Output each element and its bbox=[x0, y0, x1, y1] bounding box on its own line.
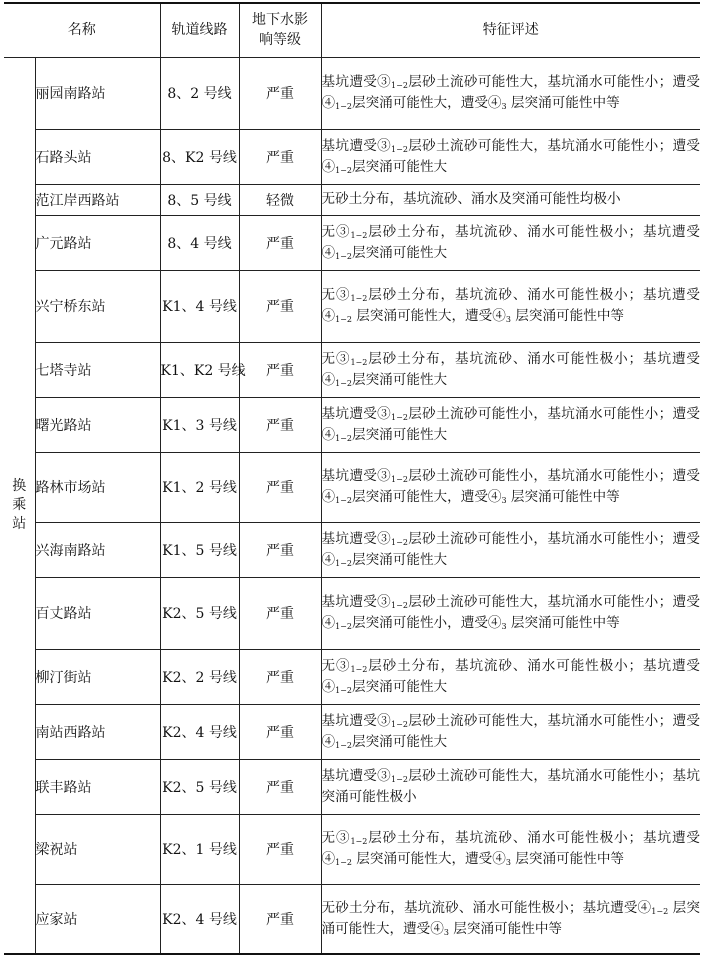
header-row bbox=[4, 3, 700, 57]
category-label: 换乘站 bbox=[12, 477, 27, 532]
description-cell: 基坑遭受$③_{1-2}$层砂土流砂可能性大，基坑涌水可能性小；遭受$④_{1-2}$层突涌可能性小，遭受$④_3$ 层突涌可能性中等 bbox=[321, 577, 700, 649]
station-name-cell: 广元路站 bbox=[35, 215, 160, 270]
station-name-cell: 柳汀街站 bbox=[35, 649, 160, 704]
header-desc: 特征评述 bbox=[321, 3, 700, 57]
description-cell: 无$③_{1-2}$层砂土分布，基坑流砂、涌水可能性极小；基坑遭受$④_{1-2}$层突涌可能性大 bbox=[321, 649, 700, 704]
table-row bbox=[4, 577, 700, 649]
impact-level-cell: 严重 bbox=[239, 452, 321, 522]
rail-line-cell: K1、4 号线 bbox=[160, 270, 239, 342]
impact-level-cell: 严重 bbox=[239, 814, 321, 884]
description-cell: 基坑遭受$③_{1-2}$层砂土流砂可能性大，基坑涌水可能性小；遭受$④_{1-2}$层突涌可能性大 bbox=[321, 129, 700, 184]
table-row bbox=[4, 704, 700, 759]
description-cell: 基坑遭受$③_{1-2}$层砂土流砂可能性大，基坑涌水可能性小；基坑突涌可能性极小 bbox=[321, 759, 700, 814]
rail-line-cell: K2、1 号线 bbox=[160, 814, 239, 884]
header-line: 轨道线路 bbox=[160, 3, 239, 57]
description-cell: 无$③_{1-2}$层砂土分布，基坑流砂、涌水可能性极小；基坑遭受$④_{1-2}$ 层突涌可能性大，遭受$④_3$ 层突涌可能性中等 bbox=[321, 814, 700, 884]
table-row bbox=[4, 215, 700, 270]
station-name-cell: 联丰路站 bbox=[35, 759, 160, 814]
impact-level-cell: 严重 bbox=[239, 522, 321, 577]
rail-line-cell: K2、4 号线 bbox=[160, 704, 239, 759]
table-row bbox=[4, 397, 700, 452]
table-row bbox=[4, 129, 700, 184]
header-name: 名称 bbox=[4, 3, 160, 57]
table-row bbox=[4, 522, 700, 577]
impact-level-cell: 严重 bbox=[239, 577, 321, 649]
station-name-cell: 百丈路站 bbox=[35, 577, 160, 649]
table-row bbox=[4, 342, 700, 397]
impact-level-cell: 严重 bbox=[239, 57, 321, 129]
station-name-cell: 范江岸西路站 bbox=[35, 184, 160, 215]
station-name-cell: 七塔寺站 bbox=[35, 342, 160, 397]
impact-level-cell: 严重 bbox=[239, 215, 321, 270]
table-row bbox=[4, 270, 700, 342]
description-cell: 基坑遭受$③_{1-2}$层砂土流砂可能性大，基坑涌水可能性小；遭受$④_{1-2}$层突涌可能性大，遭受$④_3$ 层突涌可能性中等 bbox=[321, 57, 700, 129]
station-groundwater-table bbox=[4, 2, 700, 955]
rail-line-cell: K2、5 号线 bbox=[160, 577, 239, 649]
rail-line-cell: K2、4 号线 bbox=[160, 884, 239, 954]
description-cell: 无$③_{1-2}$层砂土分布，基坑流砂、涌水可能性极小；基坑遭受$④_{1-2}$ 层突涌可能性大，遭受$④_3$ 层突涌可能性中等 bbox=[321, 270, 700, 342]
description-cell: 无砂土分布，基坑流砂、涌水可能性极小；基坑遭受$④_{1-2}$ 层突涌可能性大，遭受$④_3$ 层突涌可能性中等 bbox=[321, 884, 700, 954]
rail-line-cell: K1、3 号线 bbox=[160, 397, 239, 452]
impact-level-cell: 严重 bbox=[239, 884, 321, 954]
station-name-cell: 梁祝站 bbox=[35, 814, 160, 884]
table-body bbox=[4, 57, 700, 954]
description-cell: 基坑遭受$③_{1-2}$层砂土流砂可能性小，基坑涌水可能性小；遭受$④_{1-2}$层突涌可能性大 bbox=[321, 522, 700, 577]
header-level: 地下水影响等级 bbox=[239, 3, 321, 57]
table-row bbox=[4, 884, 700, 954]
rail-line-cell: 8、4 号线 bbox=[160, 215, 239, 270]
station-name-cell: 南站西路站 bbox=[35, 704, 160, 759]
description-cell: 无砂土分布，基坑流砂、涌水及突涌可能性均极小 bbox=[321, 184, 700, 215]
impact-level-cell: 严重 bbox=[239, 649, 321, 704]
rail-line-cell: 8、5 号线 bbox=[160, 184, 239, 215]
table-row bbox=[4, 759, 700, 814]
table-row bbox=[4, 184, 700, 215]
station-name-cell: 兴宁桥东站 bbox=[35, 270, 160, 342]
description-cell: 基坑遭受$③_{1-2}$层砂土流砂可能性小，基坑涌水可能性小；遭受$④_{1-2}$层突涌可能性大，遭受$④_3$ 层突涌可能性中等 bbox=[321, 452, 700, 522]
table-row bbox=[4, 814, 700, 884]
description-cell: 无$③_{1-2}$层砂土分布，基坑流砂、涌水可能性极小；基坑遭受$④_{1-2}$层突涌可能性大 bbox=[321, 342, 700, 397]
description-cell: 基坑遭受$③_{1-2}$层砂土流砂可能性大，基坑涌水可能性小；遭受$④_{1-2}$层突涌可能性大 bbox=[321, 704, 700, 759]
table-row bbox=[4, 57, 700, 129]
station-name-cell: 曙光路站 bbox=[35, 397, 160, 452]
station-name-cell: 应家站 bbox=[35, 884, 160, 954]
rail-line-cell: 8、K2 号线 bbox=[160, 129, 239, 184]
station-name-cell: 石路头站 bbox=[35, 129, 160, 184]
rail-line-cell: K1、5 号线 bbox=[160, 522, 239, 577]
category-cell bbox=[4, 57, 35, 954]
impact-level-cell: 严重 bbox=[239, 129, 321, 184]
impact-level-cell: 严重 bbox=[239, 397, 321, 452]
rail-line-cell: 8、2 号线 bbox=[160, 57, 239, 129]
impact-level-cell: 严重 bbox=[239, 270, 321, 342]
station-name-cell: 兴海南路站 bbox=[35, 522, 160, 577]
rail-line-cell: K2、5 号线 bbox=[160, 759, 239, 814]
rail-line-cell: K1、K2 号线 bbox=[160, 342, 239, 397]
station-name-cell: 丽园南路站 bbox=[35, 57, 160, 129]
description-cell: 基坑遭受$③_{1-2}$层砂土流砂可能性小，基坑涌水可能性小；遭受$④_{1-2}$层突涌可能性大 bbox=[321, 397, 700, 452]
rail-line-cell: K2、2 号线 bbox=[160, 649, 239, 704]
impact-level-cell: 轻微 bbox=[239, 184, 321, 215]
rail-line-cell: K1、2 号线 bbox=[160, 452, 239, 522]
description-cell: 无$③_{1-2}$层砂土分布，基坑流砂、涌水可能性极小；基坑遭受$④_{1-2}$层突涌可能性大 bbox=[321, 215, 700, 270]
impact-level-cell: 严重 bbox=[239, 759, 321, 814]
impact-level-cell: 严重 bbox=[239, 342, 321, 397]
table-row bbox=[4, 452, 700, 522]
table-row bbox=[4, 649, 700, 704]
impact-level-cell: 严重 bbox=[239, 704, 321, 759]
station-name-cell: 路林市场站 bbox=[35, 452, 160, 522]
